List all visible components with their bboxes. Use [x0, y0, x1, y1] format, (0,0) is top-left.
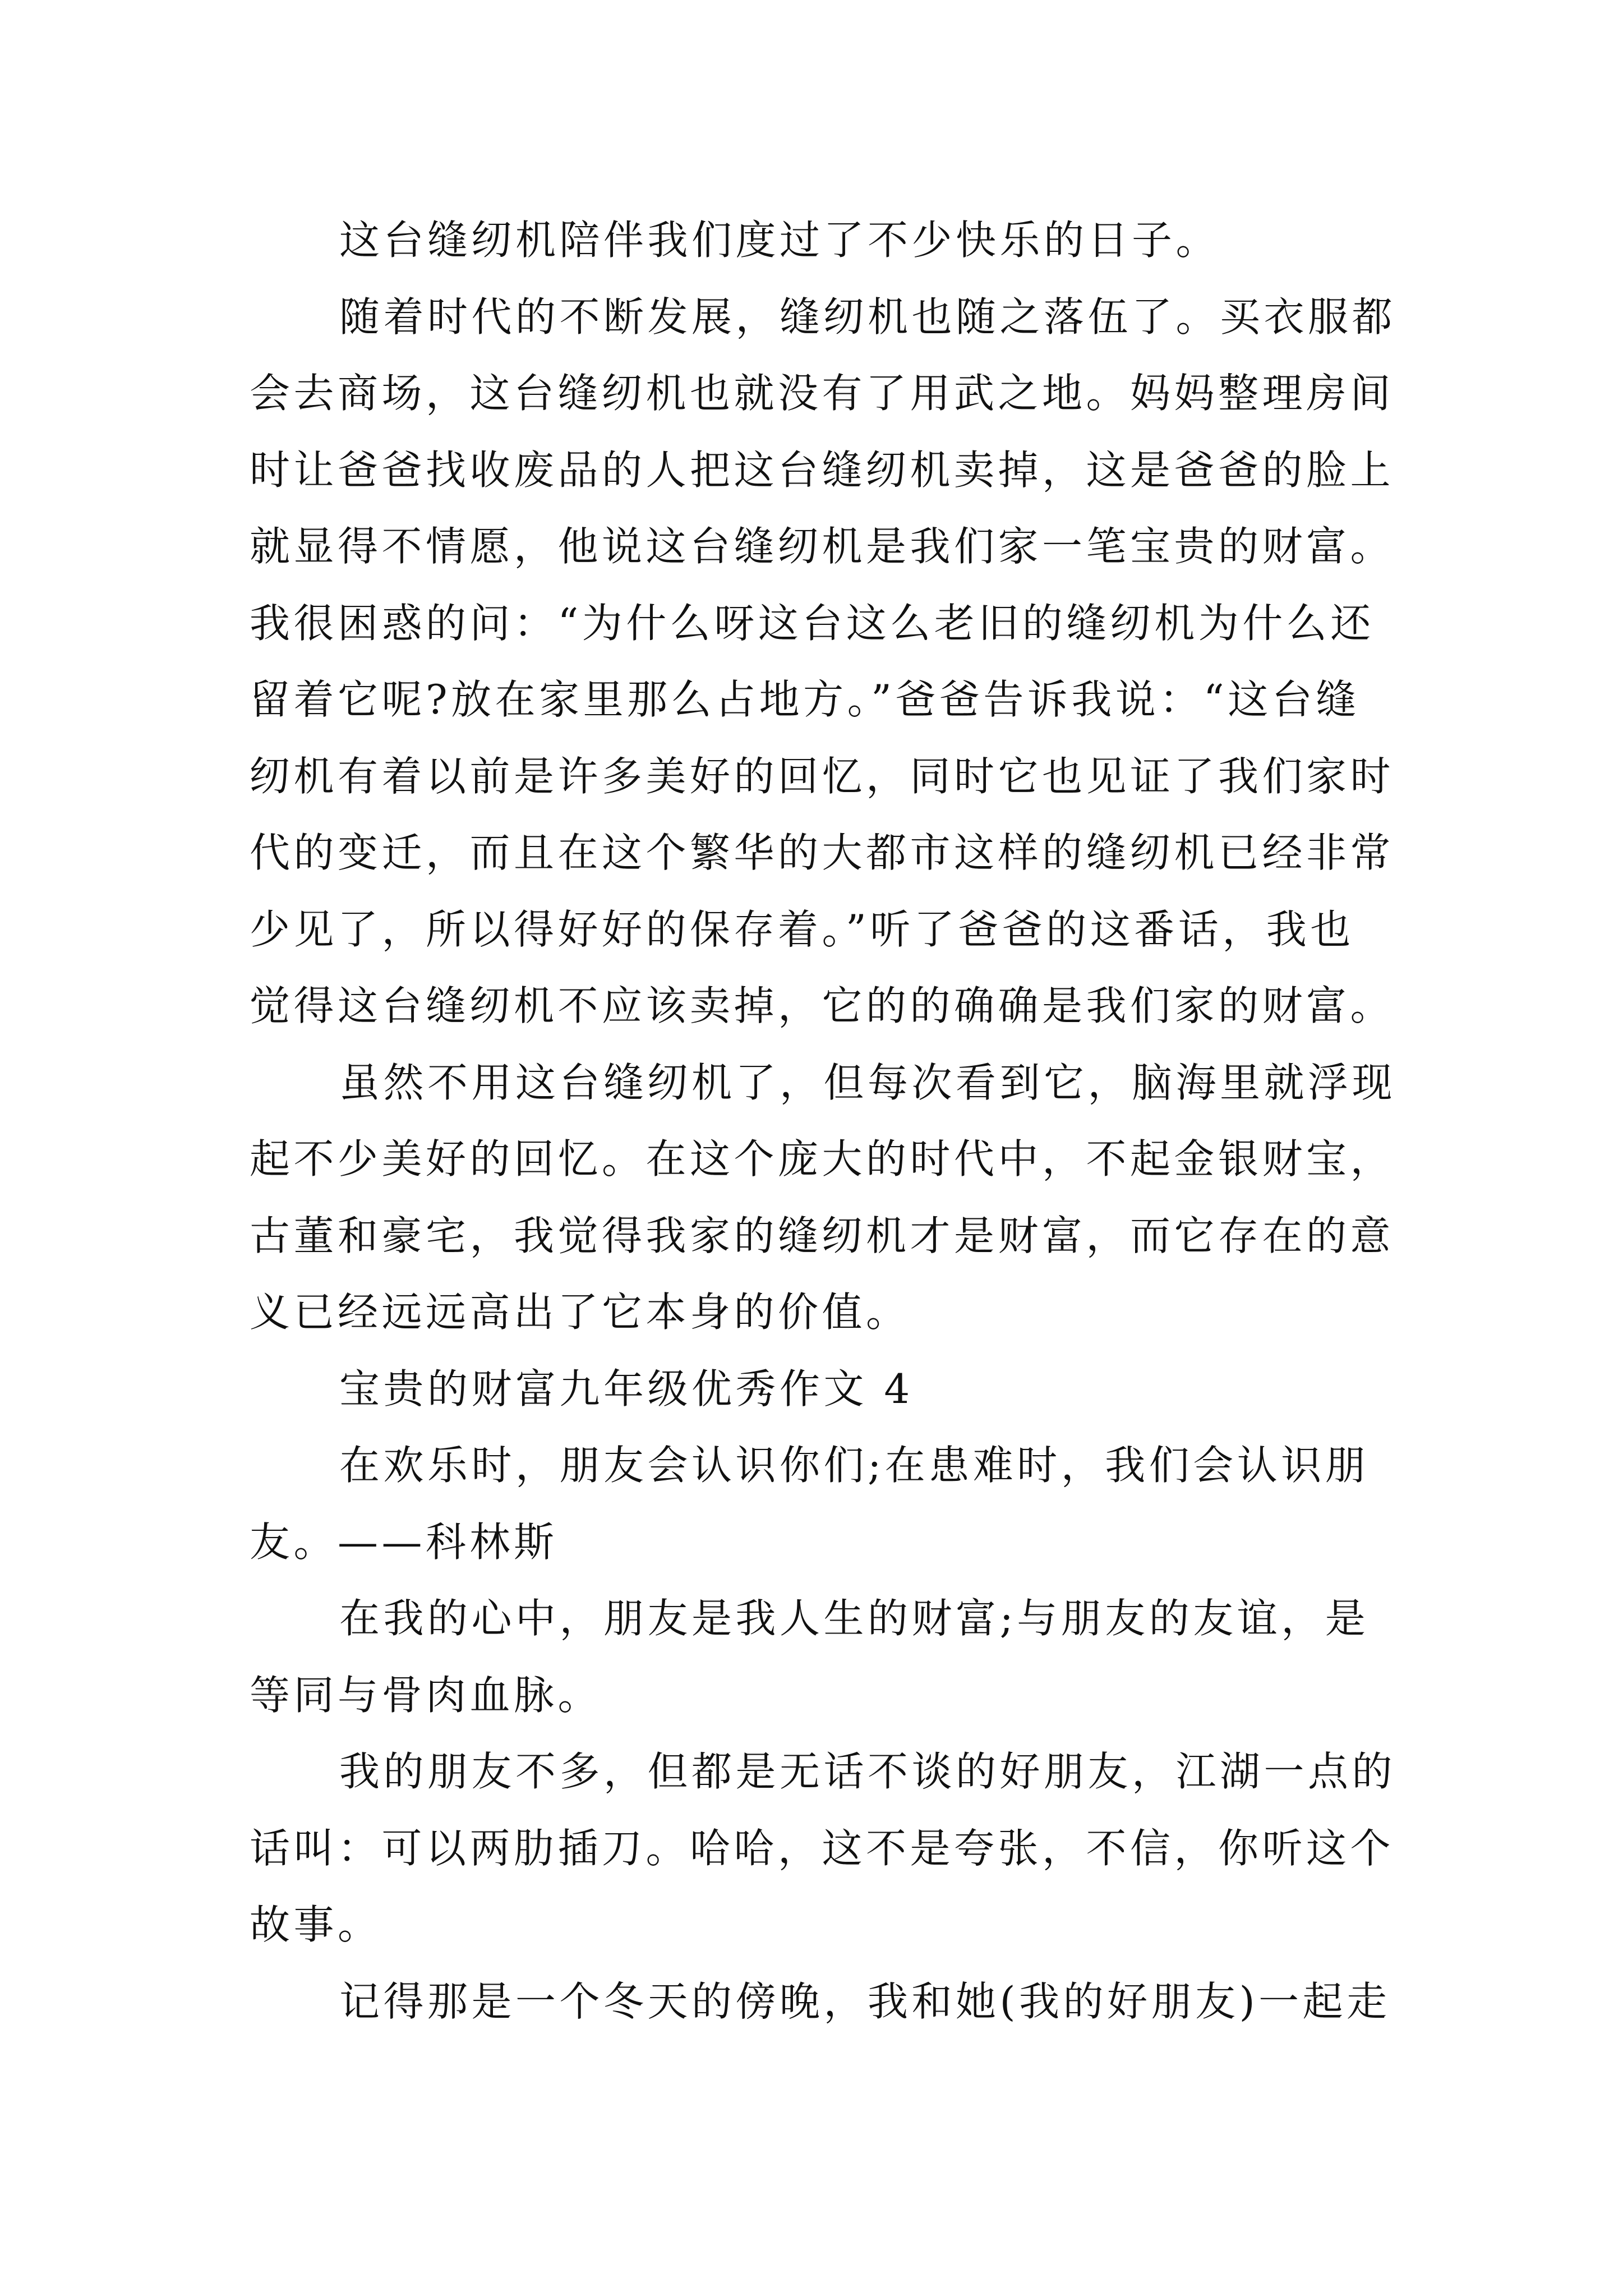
text-line: 古董和豪宅，我觉得我家的缝纫机才是财富，而它存在的意 [250, 1212, 1395, 1259]
text-line: 我的朋友不多，但都是无话不谈的好朋友，江湖一点的 [339, 1748, 1396, 1795]
text-line: 随着时代的不断发展，缝纫机也随之落伍了。买衣服都 [339, 293, 1396, 341]
text-line: 会去商场，这台缝纫机也就没有了用武之地。妈妈整理房间 [250, 370, 1395, 417]
text-line: 留着它呢?放在家里那么占地方。”爸爸告诉我说：“这台缝 [250, 676, 1360, 723]
text-line: 友。——科林斯 [250, 1518, 558, 1566]
section-heading: 宝贵的财富九年级优秀作文 4 [339, 1365, 914, 1412]
text-line: 就显得不情愿，他说这台缝纫机是我们家一笔宝贵的财富。 [250, 523, 1395, 570]
text-line: 记得那是一个冬天的傍晚，我和她(我的好朋友)一起走 [339, 1977, 1391, 2025]
text-line: 虽然不用这台缝纫机了，但每次看到它，脑海里就浮现 [339, 1059, 1396, 1106]
text-line: 起不少美好的回忆。在这个庞大的时代中，不起金银财宝， [250, 1135, 1395, 1182]
text-line: 故事。 [250, 1901, 382, 1948]
text-line: 代的变迁，而且在这个繁华的大都市这样的缝纫机已经非常 [250, 829, 1395, 876]
text-line: 在欢乐时，朋友会认识你们;在患难时，我们会认识朋 [339, 1442, 1370, 1489]
text-line: 时让爸爸找收废品的人把这台缝纫机卖掉，这是爸爸的脸上 [250, 446, 1395, 494]
text-line: 纫机有着以前是许多美好的回忆，同时它也见证了我们家时 [250, 752, 1395, 800]
document-body [250, 202, 1396, 2040]
text-line: 我很困惑的问：“为什么呀这台这么老旧的缝纫机为什么还 [250, 599, 1375, 647]
text-line: 等同与骨肉血脉。 [250, 1671, 602, 1719]
text-line: 话叫：可以两肋插刀。哈哈，这不是夸张，不信，你听这个 [250, 1824, 1395, 1872]
text-line: 少见了，所以得好好的保存着。”听了爸爸的这番话，我也 [250, 905, 1354, 953]
text-line: 在我的心中，朋友是我人生的财富;与朋友的友谊，是 [339, 1595, 1370, 1642]
text-line: 这台缝纫机陪伴我们度过了不少快乐的日子。 [339, 217, 1220, 264]
text-line: 义已经远远高出了它本身的价值。 [250, 1289, 910, 1336]
text-line: 觉得这台缝纫机不应该卖掉，它的的确确是我们家的财富。 [250, 982, 1395, 1029]
